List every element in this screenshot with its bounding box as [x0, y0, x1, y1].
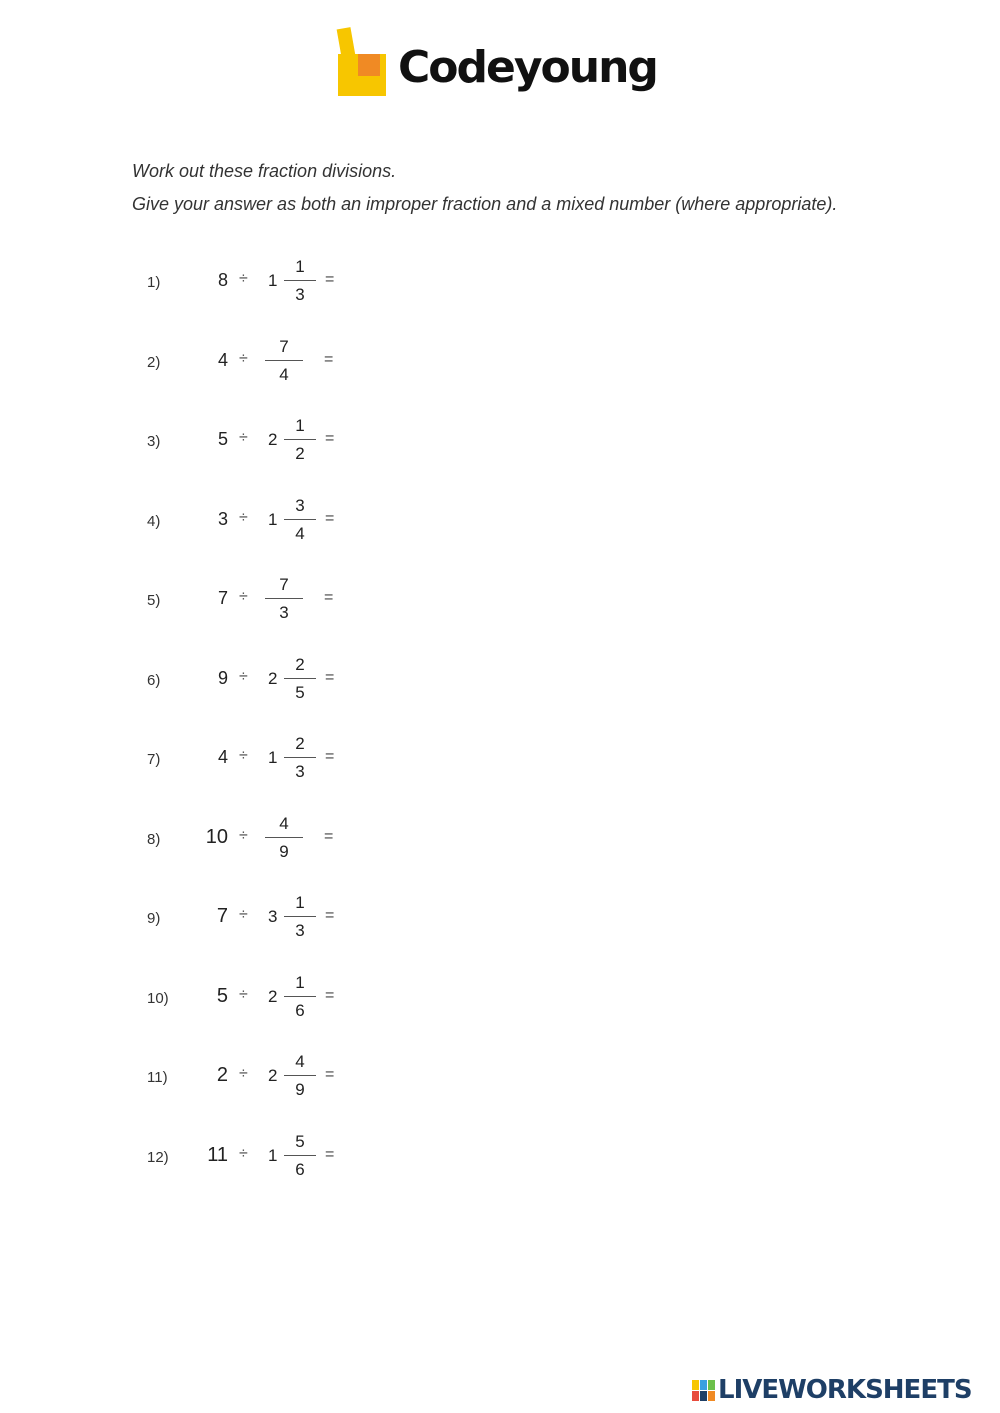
fraction-bar [265, 598, 303, 599]
fraction-bar [284, 757, 316, 758]
fraction [265, 813, 303, 863]
denominator: 2 [295, 444, 305, 463]
divide-sign: ÷ [239, 270, 248, 287]
equals-sign: = [324, 350, 334, 368]
mixed-whole-part: 2 [268, 430, 278, 449]
dividend: 10 [205, 825, 228, 848]
divide-sign: ÷ [239, 429, 248, 446]
divide-sign: ÷ [239, 747, 248, 764]
numerator: 1 [295, 972, 305, 992]
fraction [284, 972, 316, 1022]
denominator: 3 [295, 921, 305, 940]
numerator: 5 [295, 1131, 305, 1151]
footer-brand: LIVEWORKSHEETS [718, 1375, 972, 1405]
divide-sign: ÷ [239, 826, 248, 844]
mixed-whole-part: 1 [268, 748, 278, 767]
numerator: 7 [279, 336, 289, 356]
mixed-whole-part: 2 [268, 986, 278, 1006]
denominator: 3 [295, 285, 305, 304]
denominator: 4 [279, 364, 289, 384]
instruction-line: Work out these fraction divisions. [132, 161, 397, 181]
equals-sign: = [325, 748, 335, 765]
numerator: 1 [295, 416, 305, 435]
fraction [284, 415, 316, 465]
denominator: 9 [295, 1080, 305, 1099]
problem-number: 12) [147, 1148, 169, 1166]
problem-row [0, 334, 600, 394]
fraction-bar [265, 837, 303, 838]
numerator: 2 [295, 654, 305, 674]
divide-sign: ÷ [239, 1144, 248, 1162]
liveworksheets-icon [692, 1380, 716, 1402]
mixed-whole-part: 2 [268, 668, 278, 688]
fraction-bar [265, 360, 303, 361]
fraction-bar [284, 996, 316, 997]
fraction [284, 1051, 316, 1101]
denominator: 4 [295, 523, 305, 543]
numerator: 3 [295, 495, 305, 515]
fraction [265, 336, 303, 386]
divide-sign: ÷ [239, 508, 248, 526]
problem-number: 7) [147, 751, 161, 768]
instruction-line: Give your answer as both an improper fraction and a mixed number (where appropriate). [132, 194, 838, 214]
fraction-bar [284, 519, 316, 520]
fraction [284, 733, 316, 783]
problem-row [0, 970, 600, 1030]
denominator: 9 [279, 841, 289, 861]
dividend: 11 [207, 1143, 228, 1166]
problem-number: 4) [147, 512, 161, 530]
fraction [284, 1131, 316, 1181]
denominator: 6 [295, 1159, 305, 1179]
problem-row [0, 493, 600, 553]
problem-number: 6) [147, 671, 161, 689]
denominator: 5 [295, 682, 305, 702]
problem-row [0, 890, 600, 950]
fraction [284, 495, 316, 545]
dividend: 7 [217, 588, 228, 608]
problem-row [0, 1049, 600, 1109]
problem-number: 9) [147, 910, 161, 927]
denominator: 3 [279, 603, 289, 622]
mixed-whole-part: 1 [268, 509, 278, 529]
problem-number: 10) [147, 989, 169, 1007]
problem-number: 5) [147, 592, 161, 609]
numerator: 2 [295, 734, 305, 753]
fraction [265, 574, 303, 624]
numerator: 4 [295, 1052, 305, 1071]
dividend: 5 [217, 429, 228, 449]
codeyoung-logo [330, 24, 690, 108]
numerator: 7 [279, 575, 289, 594]
equals-sign: = [324, 589, 334, 606]
divide-sign: ÷ [239, 588, 248, 605]
mixed-whole-part: 1 [268, 271, 278, 290]
equals-sign: = [325, 907, 335, 924]
problem-row [0, 652, 600, 712]
equals-sign: = [325, 271, 335, 288]
dividend: 9 [217, 667, 228, 688]
mixed-whole-part: 2 [268, 1066, 278, 1085]
problem-row [0, 1129, 600, 1189]
dividend: 8 [217, 270, 228, 290]
equals-sign: = [325, 1066, 335, 1083]
equals-sign: = [325, 509, 335, 527]
numerator: 1 [295, 257, 305, 276]
dividend: 4 [217, 747, 228, 767]
divide-sign: ÷ [239, 349, 248, 367]
fraction-bar [284, 678, 316, 679]
fraction [284, 256, 316, 306]
divide-sign: ÷ [239, 1065, 248, 1082]
fraction-bar [284, 916, 316, 917]
problem-row [0, 254, 600, 314]
dividend: 5 [216, 984, 228, 1007]
problem-number: 11) [147, 1069, 168, 1086]
brand-name: Codeyoung [398, 42, 657, 93]
denominator: 6 [295, 1000, 305, 1020]
fraction-bar [284, 1155, 316, 1156]
dividend: 7 [216, 905, 228, 927]
problem-row [0, 811, 600, 871]
mixed-whole-part: 3 [268, 907, 278, 926]
problem-number: 2) [147, 353, 161, 371]
fraction [284, 654, 316, 704]
liveworksheets-logo [692, 1375, 992, 1405]
numerator: 1 [295, 893, 305, 912]
problem-row [0, 572, 600, 632]
equals-sign: = [324, 827, 334, 845]
numerator: 4 [279, 813, 289, 833]
codeyoung-logo-icon [330, 24, 390, 100]
instructions [132, 160, 892, 226]
problem-row [0, 413, 600, 473]
problem-number: 8) [147, 830, 161, 848]
dividend: 3 [217, 508, 228, 529]
divide-sign: ÷ [239, 667, 248, 685]
problem-number: 1) [147, 274, 161, 291]
fraction-bar [284, 280, 316, 281]
problem-number: 3) [147, 433, 161, 450]
fraction-bar [284, 1075, 316, 1076]
equals-sign: = [325, 668, 335, 686]
dividend: 4 [217, 349, 228, 370]
problem-row [0, 731, 600, 791]
equals-sign: = [325, 430, 335, 447]
divide-sign: ÷ [239, 906, 248, 923]
divide-sign: ÷ [239, 985, 248, 1003]
dividend: 2 [216, 1064, 228, 1086]
equals-sign: = [325, 1145, 335, 1163]
fraction [284, 892, 316, 942]
denominator: 3 [295, 762, 305, 781]
mixed-whole-part: 1 [268, 1145, 278, 1165]
equals-sign: = [325, 986, 335, 1004]
fraction-bar [284, 439, 316, 440]
